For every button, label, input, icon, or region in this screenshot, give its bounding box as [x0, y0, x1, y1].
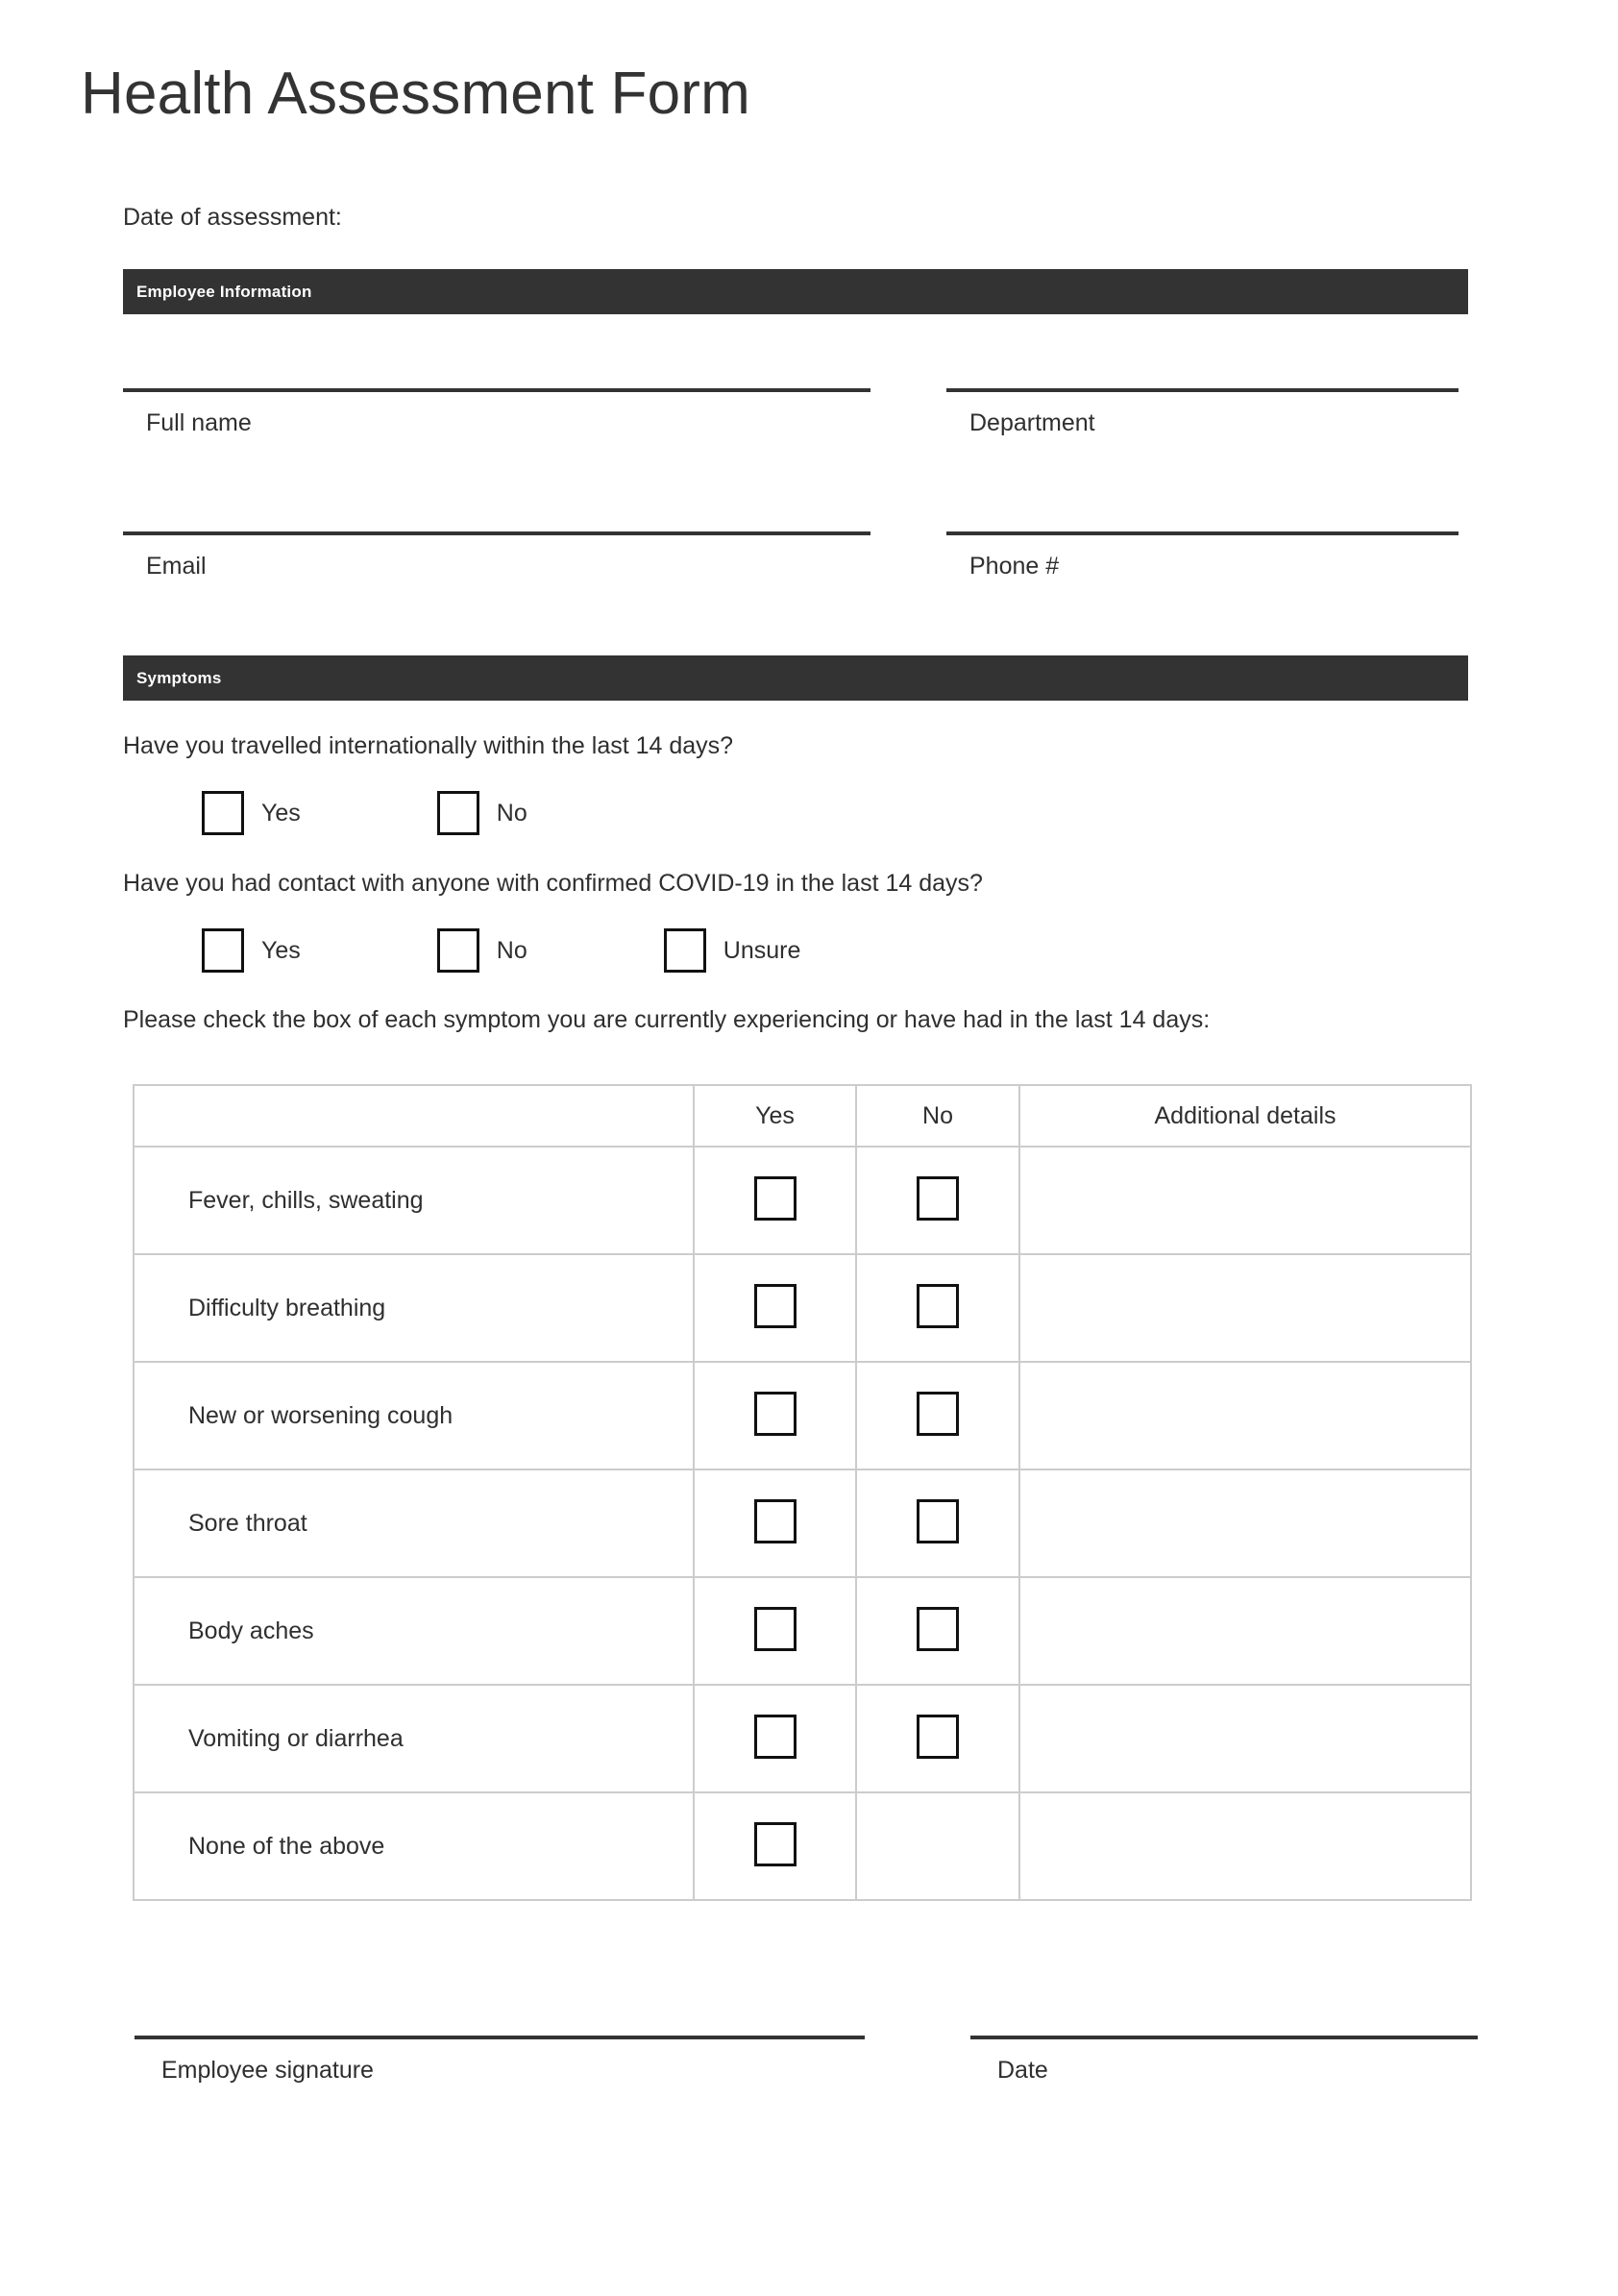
symptom-label: Body aches	[134, 1577, 694, 1685]
table-row	[134, 1362, 1471, 1469]
checkbox-symptom-sore-throat-no[interactable]	[917, 1499, 959, 1543]
symptom-details-cell[interactable]	[1019, 1469, 1471, 1577]
field-phone[interactable]	[946, 531, 1459, 580]
symptom-label: Vomiting or diarrhea	[134, 1685, 694, 1792]
field-email[interactable]	[123, 531, 870, 580]
symptom-no-cell[interactable]	[856, 1469, 1019, 1577]
checkbox-contact-no[interactable]	[437, 928, 479, 973]
checkbox-symptom-body-aches-no[interactable]	[917, 1607, 959, 1651]
question-travel-options	[123, 788, 527, 838]
option-travel-yes[interactable]	[202, 788, 301, 838]
table-row	[134, 1685, 1471, 1792]
section-header-symptoms-label: Symptoms	[136, 668, 222, 687]
checkbox-symptom-fever-yes[interactable]	[754, 1176, 797, 1221]
symptom-details-cell[interactable]	[1019, 1254, 1471, 1362]
table-row	[134, 1147, 1471, 1254]
option-contact-yes-label: Yes	[261, 936, 301, 964]
symptom-yes-cell[interactable]	[694, 1685, 856, 1792]
symptom-table-col-no: No	[856, 1085, 1019, 1147]
option-contact-unsure[interactable]	[664, 926, 801, 975]
checkbox-symptom-sore-throat-yes[interactable]	[754, 1499, 797, 1543]
symptom-label: Difficulty breathing	[134, 1254, 694, 1362]
checkbox-symptom-breathing-no[interactable]	[917, 1284, 959, 1328]
checkbox-symptom-vomiting-no[interactable]	[917, 1715, 959, 1759]
field-email-label: Email	[146, 553, 207, 580]
symptom-table	[133, 1084, 1472, 1901]
symptom-yes-cell[interactable]	[694, 1577, 856, 1685]
symptom-no-cell[interactable]	[856, 1362, 1019, 1469]
symptom-table-col-symptom	[134, 1085, 694, 1147]
assessment-date-label: Date of assessment:	[123, 204, 342, 231]
field-employee-signature[interactable]	[135, 2036, 865, 2085]
question-contact-options	[123, 926, 800, 975]
section-header-symptoms	[123, 655, 1468, 701]
symptom-yes-cell[interactable]	[694, 1362, 856, 1469]
symptom-label: None of the above	[134, 1792, 694, 1900]
option-contact-no-label: No	[496, 936, 527, 964]
symptom-yes-cell[interactable]	[694, 1792, 856, 1900]
checkbox-symptom-cough-yes[interactable]	[754, 1392, 797, 1436]
checkbox-contact-yes[interactable]	[202, 928, 244, 973]
option-travel-no[interactable]	[437, 788, 527, 838]
field-signature-date[interactable]	[970, 2036, 1478, 2085]
checkbox-contact-unsure[interactable]	[664, 928, 706, 973]
option-contact-yes[interactable]	[202, 926, 301, 975]
symptom-no-cell[interactable]	[856, 1147, 1019, 1254]
symptom-label: Fever, chills, sweating	[134, 1147, 694, 1254]
checkbox-symptom-fever-no[interactable]	[917, 1176, 959, 1221]
checkbox-travel-yes[interactable]	[202, 791, 244, 835]
field-full-name[interactable]	[123, 388, 870, 437]
symptom-details-cell[interactable]	[1019, 1362, 1471, 1469]
field-phone-label: Phone #	[969, 553, 1060, 580]
checkbox-symptom-vomiting-yes[interactable]	[754, 1715, 797, 1759]
symptom-table-header-row	[134, 1085, 1471, 1147]
option-contact-unsure-label: Unsure	[723, 936, 801, 964]
question-contact-text: Have you had contact with anyone with confirmed COVID-19 in the last 14 days?	[123, 870, 983, 897]
section-header-employee-information	[123, 269, 1468, 314]
symptom-label: New or worsening cough	[134, 1362, 694, 1469]
table-row	[134, 1577, 1471, 1685]
symptom-table-instruction: Please check the box of each symptom you are currently experiencing or have had in the last 14 days:	[123, 1006, 1211, 1033]
field-department-label: Department	[969, 409, 1095, 436]
checkbox-symptom-breathing-yes[interactable]	[754, 1284, 797, 1328]
checkbox-symptom-body-aches-yes[interactable]	[754, 1607, 797, 1651]
symptom-no-cell-empty	[856, 1792, 1019, 1900]
table-row	[134, 1469, 1471, 1577]
symptom-no-cell[interactable]	[856, 1254, 1019, 1362]
symptom-table-col-yes: Yes	[694, 1085, 856, 1147]
field-employee-signature-label: Employee signature	[161, 2057, 374, 2084]
symptom-table-body	[134, 1147, 1471, 1900]
field-full-name-label: Full name	[146, 409, 252, 436]
symptom-yes-cell[interactable]	[694, 1254, 856, 1362]
option-contact-no[interactable]	[437, 926, 527, 975]
checkbox-travel-no[interactable]	[437, 791, 479, 835]
checkbox-symptom-cough-no[interactable]	[917, 1392, 959, 1436]
symptom-label: Sore throat	[134, 1469, 694, 1577]
symptom-table-col-additional-details: Additional details	[1019, 1085, 1471, 1147]
section-header-employee-information-label: Employee Information	[136, 282, 312, 301]
symptom-no-cell[interactable]	[856, 1577, 1019, 1685]
table-row	[134, 1254, 1471, 1362]
symptom-yes-cell[interactable]	[694, 1469, 856, 1577]
symptom-no-cell[interactable]	[856, 1685, 1019, 1792]
field-signature-date-label: Date	[997, 2057, 1048, 2084]
checkbox-symptom-none-of-the-above-yes[interactable]	[754, 1822, 797, 1866]
symptom-yes-cell[interactable]	[694, 1147, 856, 1254]
symptom-details-cell[interactable]	[1019, 1577, 1471, 1685]
symptom-details-cell[interactable]	[1019, 1685, 1471, 1792]
symptom-details-cell[interactable]	[1019, 1792, 1471, 1900]
symptom-details-cell[interactable]	[1019, 1147, 1471, 1254]
field-department[interactable]	[946, 388, 1459, 437]
question-travel-text: Have you travelled internationally within the last 14 days?	[123, 732, 734, 759]
page-title: Health Assessment Form	[81, 61, 750, 127]
option-travel-no-label: No	[496, 799, 527, 827]
option-travel-yes-label: Yes	[261, 799, 301, 827]
table-row	[134, 1792, 1471, 1900]
